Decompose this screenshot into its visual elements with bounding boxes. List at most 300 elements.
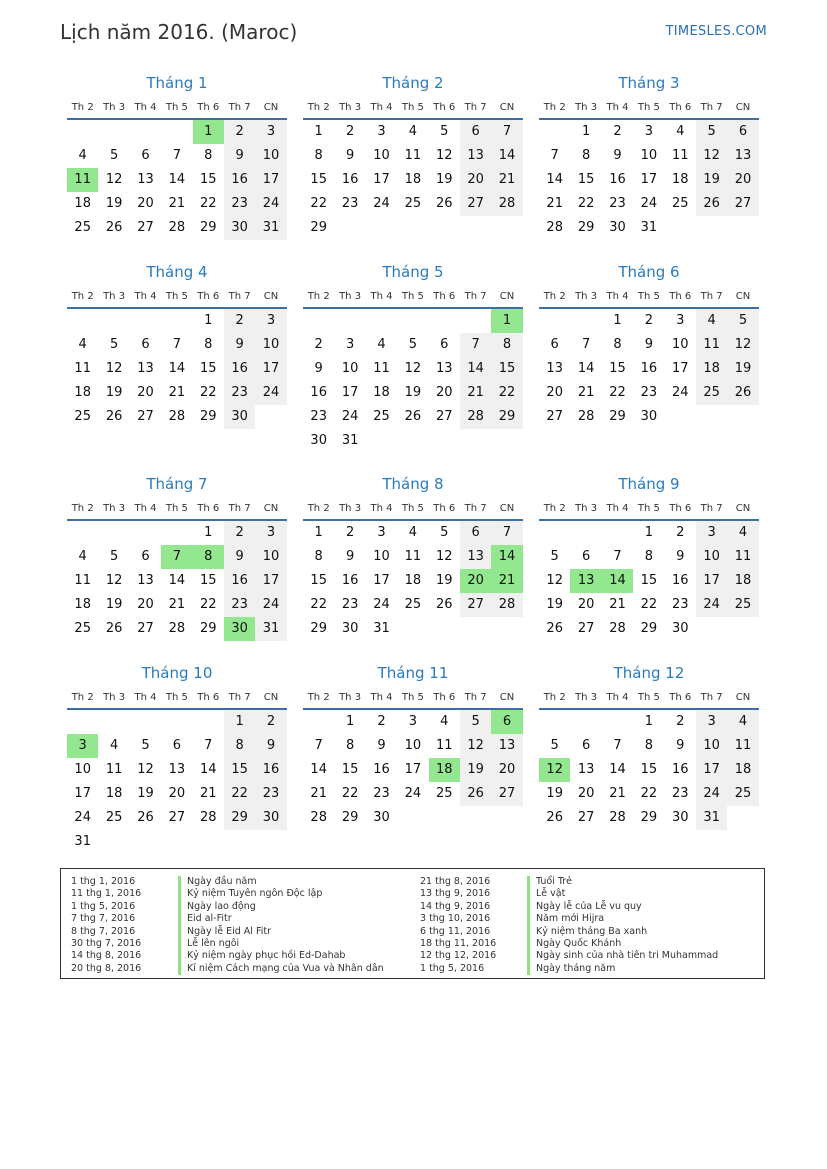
day-cell: 2 <box>676 525 685 540</box>
holiday-day-cell: 12 <box>539 758 570 782</box>
day-cell: 5 <box>109 148 119 163</box>
day-cell: 22 <box>609 385 626 400</box>
day-cell: 18 <box>727 758 758 782</box>
day-cell: 29 <box>224 806 255 830</box>
holiday-day-cell: 21 <box>491 569 522 593</box>
holiday-name: Ngày lễ Eid Al Fitr <box>187 925 271 937</box>
day-cell: 5 <box>727 309 758 333</box>
weekday-label: Th 5 <box>637 502 660 514</box>
legend-row <box>71 938 384 950</box>
holiday-name: Lễ lên ngôi <box>187 937 240 949</box>
day-cell: 3 <box>255 309 286 333</box>
day-cell: 25 <box>696 381 727 405</box>
day-cell: 21 <box>168 597 186 612</box>
day-cell: 22 <box>640 597 658 612</box>
weekday-label: Th 6 <box>669 502 692 514</box>
month-8 <box>303 471 523 641</box>
day-cell: 8 <box>314 549 323 564</box>
day-cell: 9 <box>224 333 255 357</box>
weekday-label: Th 6 <box>669 290 692 302</box>
day-cell: 1 <box>314 525 323 540</box>
day-cell: 22 <box>310 196 327 211</box>
day-cell: 22 <box>199 385 217 400</box>
day-cell: 17 <box>373 573 390 588</box>
day-cell: 19 <box>404 385 422 400</box>
day-cell: 4 <box>676 124 685 139</box>
empty-cell <box>130 710 161 734</box>
day-cell: 31 <box>341 433 359 448</box>
weekday-label: Th 5 <box>401 502 424 514</box>
day-cell: 29 <box>609 409 626 424</box>
day-cell: 25 <box>671 196 689 211</box>
month-name: Tháng 11 <box>377 664 449 682</box>
day-cell: 13 <box>727 144 758 168</box>
day-cell: 29 <box>199 220 217 235</box>
weekday-label: Th 7 <box>700 502 723 514</box>
holiday-marker <box>178 913 181 925</box>
day-cell: 19 <box>460 758 491 782</box>
day-cell: 16 <box>255 758 286 782</box>
day-cell: 7 <box>491 521 522 545</box>
weekday-label: CN <box>499 290 515 302</box>
empty-cell <box>98 309 129 333</box>
month-1 <box>67 70 287 240</box>
month-name: Tháng 2 <box>382 74 444 92</box>
weekday-label: Th 4 <box>134 101 157 113</box>
day-cell: 13 <box>137 361 154 376</box>
holiday-name: Ngày lao động <box>187 900 256 912</box>
day-cell: 6 <box>550 337 559 352</box>
weekday-label: Th 6 <box>197 691 220 703</box>
day-cell: 18 <box>404 172 422 187</box>
day-cell: 27 <box>137 220 154 235</box>
day-cell: 24 <box>373 196 390 211</box>
day-cell: 20 <box>435 385 453 400</box>
holiday-day-cell: 20 <box>460 569 491 593</box>
day-cell: 5 <box>440 525 449 540</box>
weekday-header <box>539 96 759 120</box>
empty-cell <box>460 309 491 333</box>
empty-cell <box>303 309 334 333</box>
holiday-marker <box>527 938 530 950</box>
day-cell: 5 <box>550 738 559 753</box>
day-grid <box>67 120 287 240</box>
weekday-label: Th 5 <box>401 101 424 113</box>
holiday-date: 20 thg 8, 2016 <box>71 962 142 974</box>
day-cell: 20 <box>137 385 154 400</box>
day-cell: 30 <box>224 405 255 429</box>
day-cell: 21 <box>609 786 626 801</box>
day-cell: 31 <box>255 216 286 240</box>
day-cell: 17 <box>640 172 658 187</box>
day-cell: 9 <box>224 144 255 168</box>
day-cell: 20 <box>168 786 186 801</box>
day-cell: 27 <box>577 621 595 636</box>
weekday-label: CN <box>735 502 751 514</box>
day-cell: 31 <box>640 220 658 235</box>
month-name: Tháng 4 <box>146 263 208 281</box>
weekday-label: Th 2 <box>71 101 94 113</box>
day-cell: 1 <box>345 714 355 729</box>
day-cell: 8 <box>613 337 622 352</box>
day-cell: 1 <box>204 525 213 540</box>
day-cell: 1 <box>314 124 323 139</box>
weekday-label: Th 4 <box>134 691 157 703</box>
weekday-header <box>303 686 523 710</box>
weekday-label: Th 4 <box>370 290 393 302</box>
day-cell: 30 <box>341 621 359 636</box>
day-cell: 30 <box>310 433 327 448</box>
weekday-label: Th 3 <box>339 101 362 113</box>
day-cell: 18 <box>404 573 422 588</box>
day-cell: 16 <box>671 573 689 588</box>
day-cell: 1 <box>613 313 622 328</box>
day-cell: 22 <box>491 381 522 405</box>
day-cell: 28 <box>491 593 522 617</box>
day-cell: 7 <box>581 337 591 352</box>
day-cell: 2 <box>676 714 685 729</box>
day-cell: 8 <box>491 333 522 357</box>
day-cell: 7 <box>460 333 491 357</box>
day-cell: 13 <box>577 762 595 777</box>
legend-row <box>71 901 384 913</box>
day-cell: 30 <box>373 810 390 825</box>
holiday-name: Lễ vật <box>536 888 566 900</box>
day-cell: 28 <box>168 220 186 235</box>
weekday-label: Th 7 <box>700 290 723 302</box>
holiday-name: Ngày lễ của Lễ vu quy <box>536 900 642 912</box>
day-cell: 14 <box>491 144 522 168</box>
day-cell: 13 <box>435 361 453 376</box>
weekday-label: Th 6 <box>433 101 456 113</box>
weekday-label: Th 7 <box>228 691 251 703</box>
day-cell: 19 <box>696 168 727 192</box>
day-cell: 4 <box>440 714 449 729</box>
weekday-header <box>303 497 523 521</box>
day-cell: 18 <box>373 385 390 400</box>
day-cell: 18 <box>105 786 123 801</box>
day-cell: 12 <box>727 333 758 357</box>
day-cell: 8 <box>224 734 255 758</box>
weekday-label: CN <box>263 101 279 113</box>
weekday-header <box>539 285 759 309</box>
month-name: Tháng 3 <box>618 74 680 92</box>
weekday-label: Th 4 <box>370 502 393 514</box>
weekday-label: Th 3 <box>575 290 598 302</box>
holiday-day-cell: 30 <box>224 617 255 641</box>
day-cell: 8 <box>314 148 323 163</box>
day-cell: 17 <box>404 762 422 777</box>
month-11 <box>303 660 523 830</box>
weekday-label: Th 3 <box>339 502 362 514</box>
day-cell: 9 <box>644 337 653 352</box>
month-name: Tháng 1 <box>146 74 208 92</box>
day-cell: 8 <box>581 148 591 163</box>
legend-row <box>71 913 384 925</box>
holiday-date: 21 thg 8, 2016 <box>420 876 491 887</box>
day-cell: 18 <box>74 385 91 400</box>
day-cell: 9 <box>676 738 685 753</box>
month-2 <box>303 70 523 240</box>
day-cell: 10 <box>74 762 91 777</box>
day-cell: 12 <box>435 549 453 564</box>
holiday-day-cell: 1 <box>491 309 522 333</box>
weekday-label: Th 7 <box>700 101 723 113</box>
weekday-label: Th 6 <box>433 502 456 514</box>
day-cell: 27 <box>491 782 522 806</box>
day-cell: 4 <box>408 525 417 540</box>
holiday-name: Ngày đầu năm <box>187 876 257 887</box>
day-cell: 28 <box>577 409 595 424</box>
day-cell: 30 <box>224 216 255 240</box>
month-3 <box>539 70 759 240</box>
day-cell: 15 <box>640 573 658 588</box>
day-cell: 18 <box>696 357 727 381</box>
day-cell: 6 <box>460 521 491 545</box>
holiday-name: Ngày tháng năm <box>536 962 616 974</box>
day-cell: 29 <box>640 621 658 636</box>
legend-row <box>420 963 718 975</box>
day-cell: 8 <box>204 148 213 163</box>
holiday-day-cell: 3 <box>67 734 98 758</box>
month-name: Tháng 10 <box>141 664 213 682</box>
day-cell: 2 <box>345 525 355 540</box>
day-cell: 22 <box>577 196 595 211</box>
day-cell: 29 <box>199 621 217 636</box>
legend-row <box>420 888 718 900</box>
empty-cell <box>570 309 601 333</box>
day-cell: 7 <box>204 738 213 753</box>
holiday-name: Kỷ niệm tháng Ba xanh <box>536 925 648 937</box>
day-cell: 11 <box>671 148 689 163</box>
day-cell: 23 <box>224 593 255 617</box>
day-cell: 22 <box>199 196 217 211</box>
weekday-label: Th 7 <box>228 502 251 514</box>
weekday-header <box>67 96 287 120</box>
day-cell: 6 <box>581 549 591 564</box>
weekday-label: Th 5 <box>637 691 660 703</box>
day-cell: 24 <box>696 593 727 617</box>
day-cell: 17 <box>255 569 286 593</box>
day-cell: 1 <box>204 313 213 328</box>
day-grid <box>67 309 287 429</box>
empty-cell <box>161 710 192 734</box>
day-cell: 9 <box>255 734 286 758</box>
day-cell: 23 <box>609 196 626 211</box>
weekday-label: Th 3 <box>103 502 126 514</box>
day-cell: 21 <box>460 381 491 405</box>
weekday-label: Th 7 <box>464 101 487 113</box>
day-cell: 26 <box>696 192 727 216</box>
legend-row <box>71 926 384 938</box>
day-cell: 30 <box>609 220 626 235</box>
day-cell: 24 <box>404 786 422 801</box>
day-cell: 14 <box>168 172 186 187</box>
weekday-header <box>303 285 523 309</box>
day-cell: 28 <box>460 405 491 429</box>
month-7 <box>67 471 287 641</box>
weekday-label: Th 2 <box>543 101 566 113</box>
day-cell: 9 <box>377 738 386 753</box>
empty-cell <box>570 710 601 734</box>
day-cell: 8 <box>644 738 653 753</box>
day-cell: 24 <box>74 810 91 825</box>
weekday-label: Th 3 <box>575 101 598 113</box>
day-grid <box>303 309 523 453</box>
day-cell: 2 <box>224 309 255 333</box>
day-cell: 5 <box>109 549 119 564</box>
day-cell: 10 <box>255 333 286 357</box>
day-cell: 6 <box>727 120 758 144</box>
empty-cell <box>130 309 161 333</box>
day-cell: 12 <box>105 573 123 588</box>
day-cell: 12 <box>105 361 123 376</box>
day-cell: 3 <box>255 521 286 545</box>
day-cell: 26 <box>137 810 154 825</box>
day-cell: 4 <box>727 521 758 545</box>
holiday-marker <box>527 901 530 913</box>
day-cell: 29 <box>341 810 359 825</box>
day-cell: 29 <box>640 810 658 825</box>
day-cell: 16 <box>341 573 359 588</box>
day-cell: 26 <box>546 810 563 825</box>
day-cell: 11 <box>74 361 91 376</box>
legend-row <box>71 876 384 888</box>
empty-cell <box>334 309 365 333</box>
day-cell: 15 <box>640 762 658 777</box>
day-cell: 13 <box>137 573 154 588</box>
holiday-day-cell: 11 <box>67 168 98 192</box>
page-title: Lịch năm 2016. (Maroc) <box>60 20 298 44</box>
holiday-marker <box>527 913 530 925</box>
month-12 <box>539 660 759 830</box>
empty-cell <box>98 521 129 545</box>
day-cell: 27 <box>460 593 491 617</box>
legend-row <box>71 963 384 975</box>
weekday-label: Th 2 <box>71 290 94 302</box>
holiday-date: 8 thg 7, 2016 <box>71 925 136 937</box>
day-cell: 2 <box>224 120 255 144</box>
weekday-label: Th 2 <box>71 502 94 514</box>
day-cell: 3 <box>408 714 417 729</box>
day-grid <box>539 710 759 830</box>
empty-cell <box>429 309 460 333</box>
day-cell: 15 <box>224 758 255 782</box>
day-cell: 21 <box>546 196 563 211</box>
weekday-label: Th 4 <box>606 101 629 113</box>
day-cell: 1 <box>644 525 653 540</box>
weekday-label: Th 6 <box>669 101 692 113</box>
day-cell: 26 <box>105 621 123 636</box>
holiday-date: 1 thg 5, 2016 <box>71 900 136 912</box>
day-cell: 3 <box>696 521 727 545</box>
day-cell: 15 <box>199 361 217 376</box>
weekday-label: CN <box>499 101 515 113</box>
day-cell: 17 <box>74 786 91 801</box>
day-cell: 21 <box>168 196 186 211</box>
day-cell: 3 <box>255 120 286 144</box>
day-cell: 19 <box>105 385 123 400</box>
day-cell: 25 <box>404 597 422 612</box>
day-cell: 17 <box>341 385 359 400</box>
day-cell: 14 <box>577 361 595 376</box>
month-9 <box>539 471 759 641</box>
holiday-date: 30 thg 7, 2016 <box>71 937 142 949</box>
day-cell: 12 <box>435 148 453 163</box>
day-cell: 7 <box>172 337 181 352</box>
day-cell: 14 <box>168 573 186 588</box>
weekday-header <box>539 686 759 710</box>
empty-cell <box>67 309 98 333</box>
day-cell: 19 <box>546 786 563 801</box>
holiday-day-cell: 7 <box>161 545 192 569</box>
day-cell: 9 <box>314 361 323 376</box>
holiday-date: 3 thg 10, 2016 <box>420 913 491 925</box>
day-cell: 2 <box>255 710 286 734</box>
day-cell: 10 <box>696 545 727 569</box>
month-5 <box>303 259 523 453</box>
day-cell: 24 <box>640 196 658 211</box>
day-cell: 19 <box>546 597 563 612</box>
weekday-label: Th 3 <box>339 691 362 703</box>
day-cell: 29 <box>199 409 217 424</box>
weekday-label: Th 7 <box>228 101 251 113</box>
day-cell: 7 <box>491 120 522 144</box>
day-cell: 28 <box>310 810 327 825</box>
day-cell: 21 <box>168 385 186 400</box>
day-cell: 11 <box>727 734 758 758</box>
day-cell: 31 <box>373 621 390 636</box>
day-cell: 23 <box>640 385 658 400</box>
holiday-date: 1 thg 1, 2016 <box>71 876 136 887</box>
day-grid <box>67 710 287 854</box>
weekday-label: CN <box>499 502 515 514</box>
weekday-label: Th 4 <box>606 691 629 703</box>
day-cell: 29 <box>310 621 327 636</box>
holiday-name: Kỉ niệm Cách mạng của Vua và Nhân dân <box>187 962 384 974</box>
day-cell: 28 <box>609 621 626 636</box>
day-cell: 16 <box>224 357 255 381</box>
day-cell: 10 <box>640 148 658 163</box>
weekday-label: CN <box>263 290 279 302</box>
day-cell: 9 <box>224 545 255 569</box>
day-cell: 19 <box>435 573 453 588</box>
day-cell: 21 <box>609 597 626 612</box>
legend-row <box>420 926 718 938</box>
holiday-name: Năm mới Hijra <box>536 913 605 925</box>
day-cell: 25 <box>373 409 390 424</box>
weekday-label: Th 3 <box>575 691 598 703</box>
weekday-label: Th 2 <box>307 101 330 113</box>
day-cell: 19 <box>727 357 758 381</box>
day-cell: 17 <box>696 758 727 782</box>
day-cell: 25 <box>74 621 91 636</box>
day-cell: 16 <box>224 569 255 593</box>
holiday-marker <box>178 938 181 950</box>
weekday-label: CN <box>263 691 279 703</box>
site-link[interactable]: TIMESLES.COM <box>665 24 767 39</box>
day-cell: 24 <box>255 192 286 216</box>
weekday-label: Th 4 <box>606 502 629 514</box>
weekday-label: Th 5 <box>165 691 188 703</box>
day-cell: 17 <box>255 168 286 192</box>
day-cell: 26 <box>105 409 123 424</box>
day-cell: 5 <box>460 710 491 734</box>
day-cell: 21 <box>491 168 522 192</box>
day-cell: 16 <box>373 762 390 777</box>
day-cell: 6 <box>440 337 449 352</box>
day-cell: 15 <box>310 172 327 187</box>
